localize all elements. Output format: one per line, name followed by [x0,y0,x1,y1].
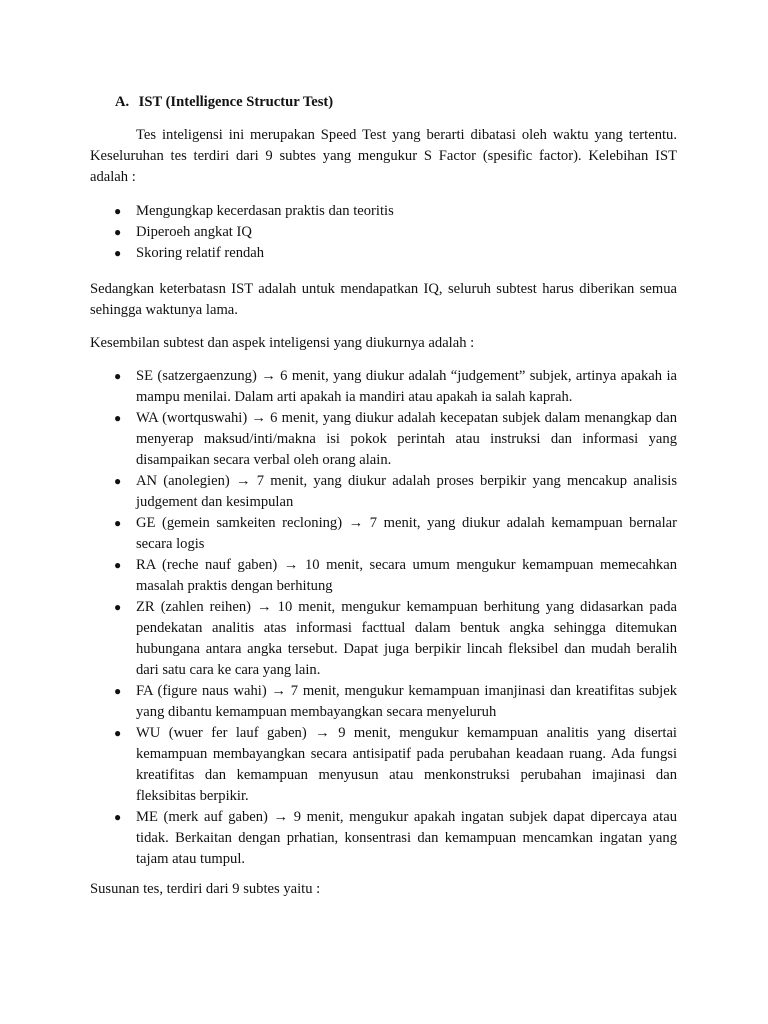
list-item: ● ZR (zahlen reihen) → 10 menit, mengukur kemampuan berhitung yang didasarkan pada pendekatan analitis atas informasi facttual dalam bentuk angka sehingga ditemukan hubungana antara angka tersebut. Dapat juga berpikir lincah fleksibel dan mudah beralih dari satu cara ke cara yang lain. [114,599,677,678]
section-heading [115,92,333,113]
structure-intro: Susunan tes, terdiri dari 9 subtes yaitu : [90,881,321,897]
advantages-list [90,201,677,264]
section-number: A. [115,94,130,110]
bullet-icon: ● [114,558,122,572]
list-item: ● Diperoeh angkat IQ [90,222,677,243]
bullet-icon: ● [114,204,122,218]
bullet-icon: ● [114,474,122,488]
bullet-icon: ● [114,246,122,260]
bullet-icon: ● [114,411,122,425]
list-item: ● ME (merk auf gaben) → 9 menit, mengukur apakah ingatan subjek dapat dipercaya atau tidak. Berkaitan dengan prhatian, konsentrasi dan kemampuan mencamkan ingatan yang tajam atau tumpul. [114,809,677,867]
bullet-icon: ● [114,684,122,698]
section-title: IST (Intelligence Structur Test) [138,94,334,110]
bullet-icon: ● [114,225,122,239]
list-item: ● FA (figure naus wahi) → 7 menit, mengukur kemampuan imanjinasi dan kreatifitas subjek yang dibantu kemampuan membayangkan secara menyeluruh [114,683,677,720]
limitation-paragraph: Sedangkan keterbatasn IST adalah untuk mendapatkan IQ, seluruh subtest harus diberikan semua sehingga waktunya lama. [90,281,677,318]
list-item: ● GE (gemein samkeiten recloning) → 7 menit, yang diukur adalah kemampuan bernalar secara logis [114,515,677,552]
bullet-icon: ● [114,810,122,824]
subtests-intro: Kesembilan subtest dan aspek inteligensi yang diukurnya adalah : [90,335,475,351]
bullet-icon: ● [114,516,122,530]
list-item: ● AN (anolegien) → 7 menit, yang diukur adalah proses berpikir yang mencakup analisis judgement dan kesimpulan [114,473,677,510]
list-item: ● RA (reche nauf gaben) → 10 menit, secara umum mengukur kemampuan memecahkan masalah praktis dengan berhitung [114,557,677,594]
list-item: ● Mengungkap kecerdasan praktis dan teoritis [90,201,677,222]
list-item: ● Skoring relatif rendah [90,243,677,264]
bullet-icon: ● [114,369,122,383]
subtests-list [90,366,677,870]
list-item: ● WA (wortquswahi) → 6 menit, yang diukur adalah kecepatan subjek dalam menangkap dan menyerap maksud/inti/makna isi pokok perintah atau instruksi dan informasi yang disampaikan secara verbal oleh orang alain. [114,410,677,468]
list-item: ● WU (wuer fer lauf gaben) → 9 menit, mengukur kemampuan analitis yang disertai kemampuan membayangkan secara antisipatif pada perubahan keadaan ruang. Ada fungsi kreatifitas dan kemampuan menyusun atau menkonstruksi perubahan imajinasi dan fleksibitas berpikir. [114,725,677,804]
bullet-icon: ● [114,726,122,740]
intro-paragraph: Tes inteligensi ini merupakan Speed Test yang berarti dibatasi oleh waktu yang tertentu. Keseluruhan tes terdiri dari 9 subtes yang mengukur S Factor (spesific factor). Kelebihan IST adalah : [90,127,677,185]
bullet-icon: ● [114,600,122,614]
list-item: ● SE (satzergaenzung) → 6 menit, yang diukur adalah “judgement” subjek, artinya apakah ia mampu menilai. Dalam arti apakah ia mandiri atau apakah ia salah kaprah. [114,368,677,405]
